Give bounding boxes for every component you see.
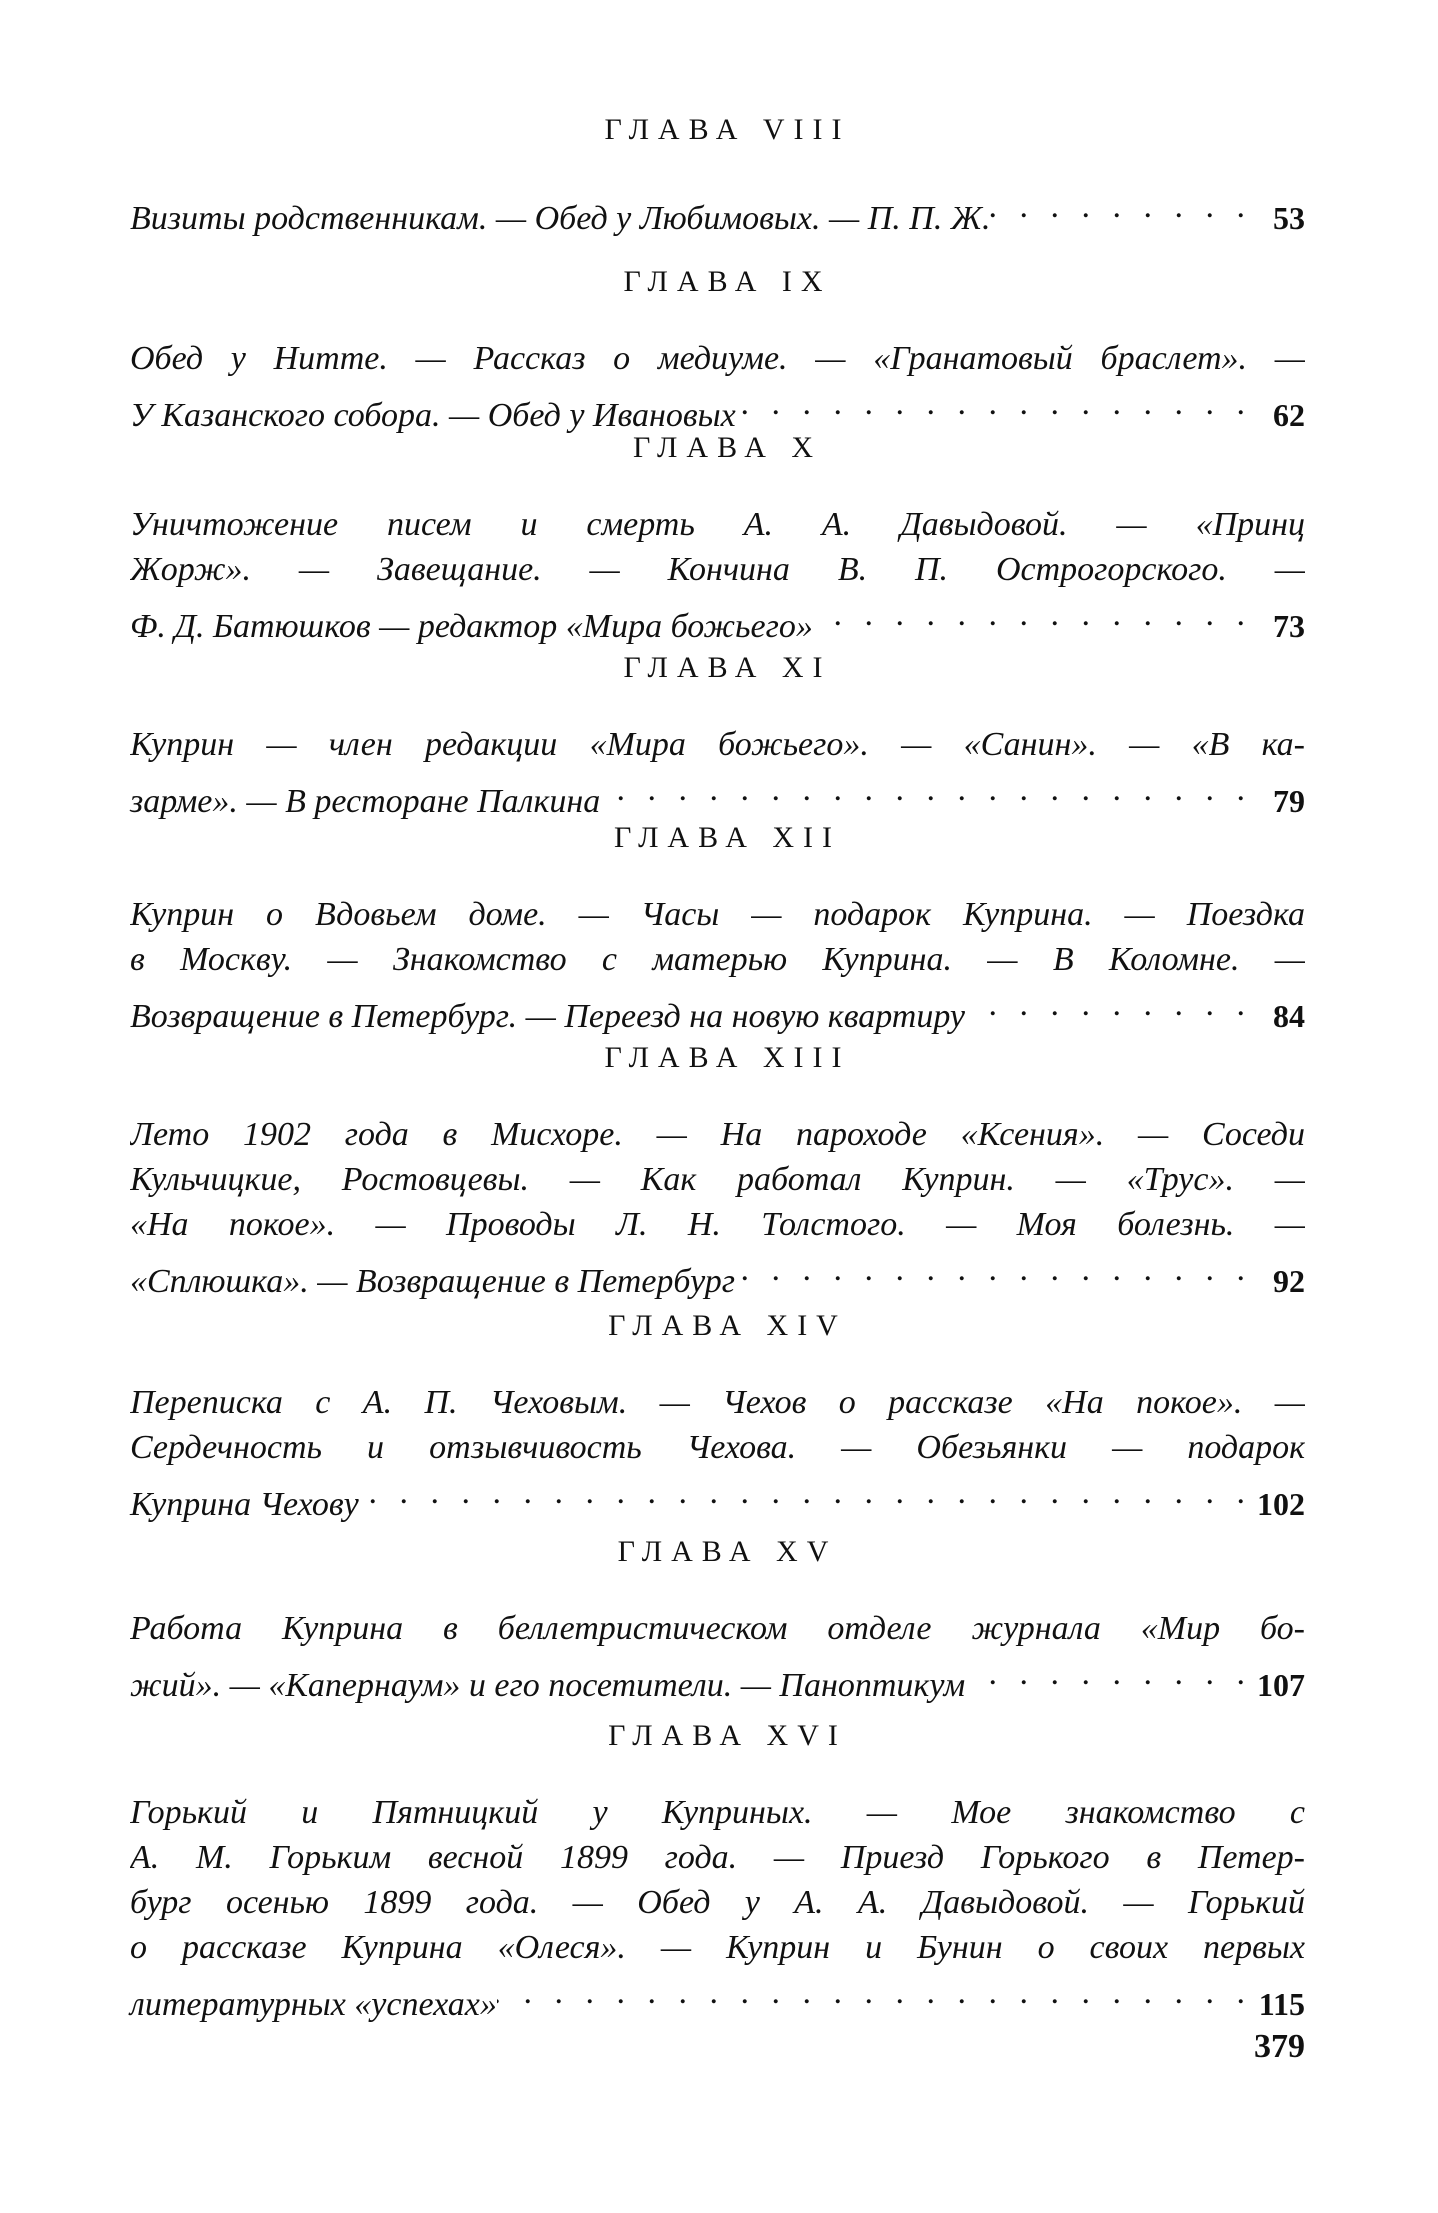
entry-last-line xyxy=(130,1470,1305,1523)
entry-line: Куприн — член редакции «Мира божьего». — «Санин». — «В ка- xyxy=(130,726,1305,763)
chapter-entry xyxy=(130,892,1305,1035)
toc-chapter-15 xyxy=(130,1532,1305,1704)
toc-chapter-11 xyxy=(130,648,1305,820)
toc-chapter-13 xyxy=(130,1038,1305,1300)
entry-line: Обед у Нитте. — Рассказ о медиуме. — «Гранатовый браслет». — xyxy=(130,340,1305,377)
dot-leader xyxy=(600,767,1245,812)
entry-text: У Казанского собора. — Обед у Ивановых xyxy=(130,397,736,434)
entry-line: Горький и Пятницкий у Куприных. — Мое знакомство с xyxy=(130,1794,1305,1831)
chapter-entry xyxy=(130,1606,1305,1704)
dot-leader xyxy=(990,184,1245,229)
dot-leader xyxy=(497,1970,1245,2015)
toc-chapter-16 xyxy=(130,1716,1305,2023)
chapter-heading: ГЛАВА XV xyxy=(617,1535,838,1568)
page-ref: 84 xyxy=(1273,998,1305,1034)
entry-line: «На покое». — Проводы Л. Н. Толстого. — Моя болезнь. — xyxy=(130,1206,1305,1243)
entry-last-line xyxy=(130,184,1305,237)
chapter-heading: ГЛАВА VIII xyxy=(604,113,851,146)
dot-leader xyxy=(813,592,1245,637)
toc-chapter-9 xyxy=(130,262,1305,434)
chapter-heading: ГЛАВА XI xyxy=(623,651,832,684)
chapter-entry xyxy=(130,184,1305,237)
dot-leader xyxy=(965,1651,1245,1696)
entry-line: Уничтожение писем и смерть А. А. Давыдовой. — «Принц xyxy=(130,506,1305,543)
entry-last-line xyxy=(130,982,1305,1035)
entry-line: Переписка с А. П. Чеховым. — Чехов о рассказе «На покое». — xyxy=(130,1384,1305,1421)
chapter-heading: ГЛАВА IX xyxy=(623,265,832,298)
dot-leader xyxy=(735,1247,1245,1292)
page-ref: 115 xyxy=(1258,1986,1305,2022)
page-ref: 102 xyxy=(1257,1486,1305,1522)
page-number: 379 xyxy=(1254,2028,1305,2065)
chapter-entry xyxy=(130,336,1305,434)
entry-text: Визиты родственникам. — Обед у Любимовых. — П. П. Ж. xyxy=(130,200,991,237)
chapter-entry xyxy=(130,1790,1305,2023)
entry-text: Возвращение в Петербург. — Переезд на новую квартиру xyxy=(130,998,965,1035)
entry-text: зарме». — В ресторане Палкина xyxy=(130,783,601,820)
entry-text: «Сплюшка». — Возвращение в Петербург xyxy=(130,1263,735,1300)
entry-text: Куприна Чехову xyxy=(130,1486,359,1523)
entry-text: жий». — «Капернаум» и его посетители. — Паноптикум xyxy=(130,1667,966,1704)
entry-last-line xyxy=(130,767,1305,820)
chapter-heading: ГЛАВА XIII xyxy=(604,1041,851,1074)
entry-line: Жорж». — Завещание. — Кончина В. П. Острогорского. — xyxy=(130,551,1305,588)
toc-chapter-12 xyxy=(130,818,1305,1035)
entry-last-line xyxy=(130,381,1305,434)
entry-line: Кульчицкие, Ростовцевы. — Как работал Куприн. — «Трус». — xyxy=(130,1161,1305,1198)
dot-leader xyxy=(965,982,1245,1027)
page-ref: 92 xyxy=(1273,1263,1305,1299)
entry-last-line xyxy=(130,1970,1305,2023)
chapter-heading: ГЛАВА XII xyxy=(613,821,842,854)
entry-line: бург осенью 1899 года. — Обед у А. А. Давыдовой. — Горький xyxy=(130,1884,1305,1921)
chapter-heading: ГЛАВА X xyxy=(632,431,823,464)
entry-last-line xyxy=(130,1247,1305,1300)
page-ref: 107 xyxy=(1257,1667,1305,1703)
entry-last-line xyxy=(130,592,1305,645)
entry-line: Лето 1902 года в Мисхоре. — На пароходе «Ксения». — Соседи xyxy=(130,1116,1305,1153)
entry-line: Куприн о Вдовьем доме. — Часы — подарок Куприна. — Поездка xyxy=(130,896,1305,933)
entry-text: Ф. Д. Батюшков — редактор «Мира божьего» xyxy=(130,608,813,645)
chapter-entry xyxy=(130,722,1305,820)
dot-leader xyxy=(736,381,1245,426)
page-ref: 53 xyxy=(1273,200,1305,236)
entry-last-line xyxy=(130,1651,1305,1704)
chapter-heading: ГЛАВА XIV xyxy=(608,1309,847,1342)
toc-chapter-10 xyxy=(130,428,1305,645)
chapter-entry xyxy=(130,1112,1305,1300)
chapter-heading: ГЛАВА XVI xyxy=(608,1719,847,1752)
entry-line: Работа Куприна в беллетристическом отделе журнала «Мир бо- xyxy=(130,1610,1305,1647)
chapter-entry xyxy=(130,1380,1305,1523)
page-ref: 79 xyxy=(1273,783,1305,819)
toc-chapter-8 xyxy=(130,110,1305,237)
toc-chapter-14 xyxy=(130,1306,1305,1523)
entry-line: о рассказе Куприна «Олеся». — Куприн и Бунин о своих первых xyxy=(130,1929,1305,1966)
page-ref: 73 xyxy=(1273,608,1305,644)
entry-text: литературных «успехах» xyxy=(130,1986,497,2023)
entry-line: Сердечность и отзывчивость Чехова. — Обезьянки — подарок xyxy=(130,1429,1305,1466)
dot-leader xyxy=(359,1470,1245,1515)
entry-line: в Москву. — Знакомство с матерью Куприна. — В Коломне. — xyxy=(130,941,1305,978)
page-ref: 62 xyxy=(1273,397,1305,433)
entry-line: А. М. Горьким весной 1899 года. — Приезд Горького в Петер- xyxy=(130,1839,1305,1876)
chapter-entry xyxy=(130,502,1305,645)
